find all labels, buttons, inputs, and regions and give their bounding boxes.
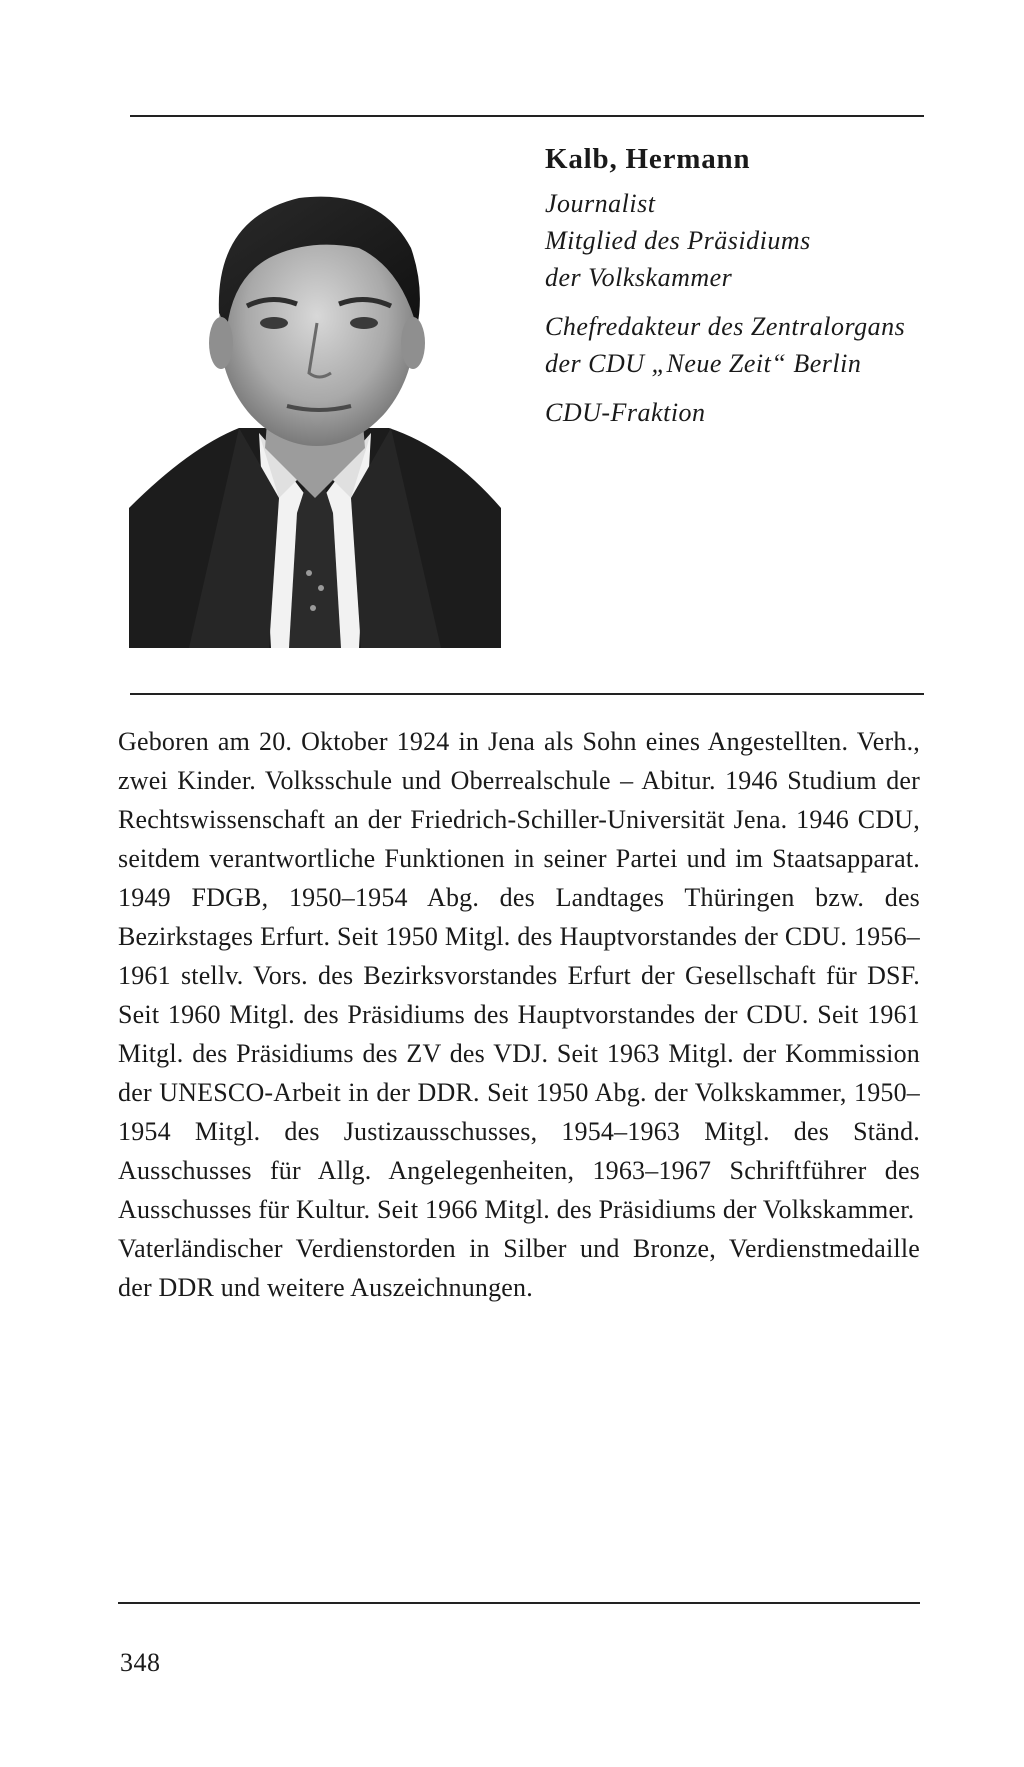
middle-divider	[130, 693, 924, 695]
role-presidium-line1: Mitglied des Präsidiums	[545, 226, 811, 255]
role-editor-line1: Chefredakteur des Zentralorgans	[545, 312, 906, 341]
role-faction: CDU-Fraktion	[545, 398, 706, 427]
biography-paragraph: Geboren am 20. Oktober 1924 in Jena als Sohn eines Angestellten. Verh., zwei Kinder. Volksschule und Oberrealschule – Abitur. 1946 Studium der Rechtswissenschaft an der Friedrich-Schiller-Universität Jena. 1946 CDU, seitdem verantwortliche Funktionen in seiner Partei und im Staatsapparat. 1949 FDGB, 1950–1954 Abg. des Landtages Thüringen bzw. des Bezirkstages Erfurt. Seit 1950 Mitgl. des Hauptvorstandes der CDU. 1956–1961 stellv. Vors. des Bezirksvorstandes Erfurt der Gesellschaft für DSF. Seit 1960 Mitgl. des Präsidiums des Hauptvorstandes der CDU. Seit 1961 Mitgl. des Präsidiums des ZV des VDJ. Seit 1963 Mitgl. der Kommission der UNESCO-Arbeit in der DDR. Seit 1950 Abg. der Volkskammer, 1950–1954 Mitgl. des Justizausschusses, 1954–1963 Mitgl. des Ständ. Ausschusses für Allg. Angelegenheiten, 1963–1967 Schriftführer des Ausschusses für Kultur. Seit 1966 Mitgl. des Präsidiums der Volkskammer.	[118, 727, 920, 1224]
top-divider	[130, 115, 924, 117]
role-presidium-line2: der Volkskammer	[545, 263, 733, 292]
page-number: 348	[120, 1648, 161, 1677]
portrait-photo	[129, 178, 501, 648]
portrait-image	[129, 178, 501, 648]
role-profession: Journalist	[545, 189, 656, 218]
awards-paragraph: Vaterländischer Verdienstorden in Silber und Bronze, Verdienstmedaille der DDR und weitere Auszeichnungen.	[118, 1234, 920, 1302]
person-name: Kalb, Hermann	[545, 143, 751, 175]
footer-divider	[118, 1602, 920, 1604]
person-header	[545, 141, 925, 431]
role-editor-line2: der CDU „Neue Zeit“ Berlin	[545, 349, 862, 378]
biography	[118, 722, 920, 1307]
